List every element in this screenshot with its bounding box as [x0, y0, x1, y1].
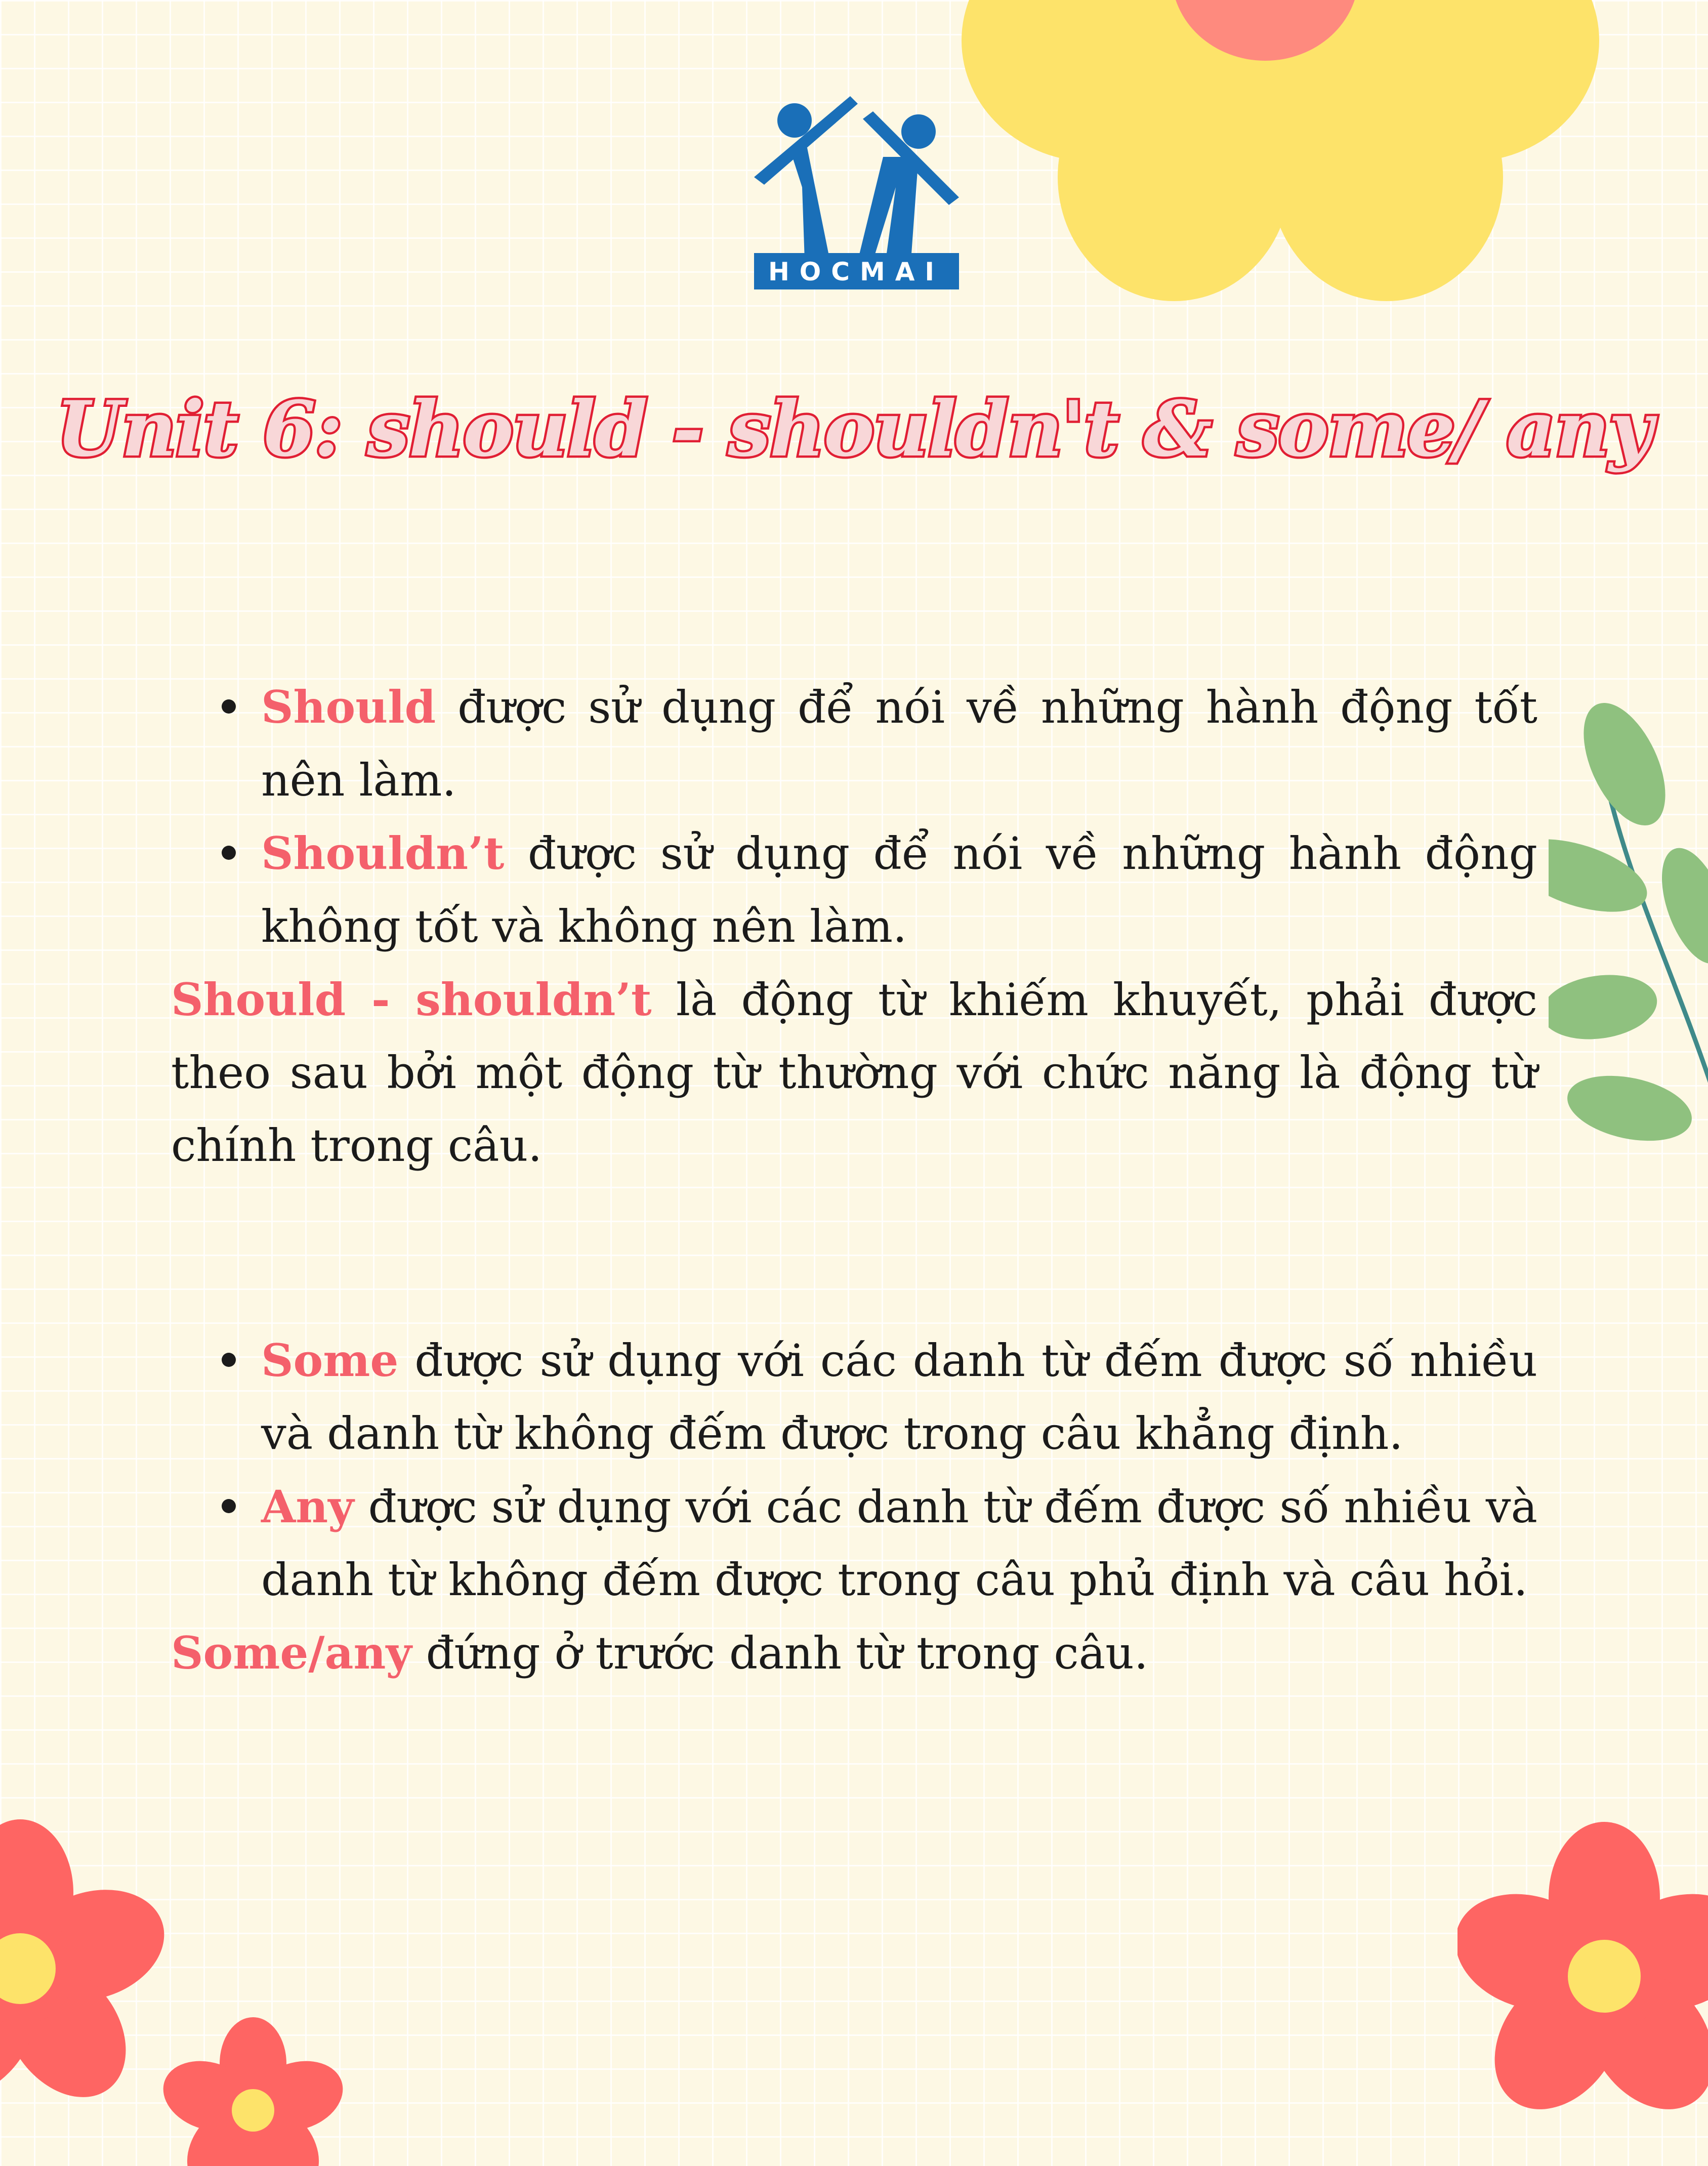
should-bullet-list — [171, 671, 1537, 963]
term: Shouldn’t — [261, 827, 505, 880]
some-any-bullet-list — [171, 1324, 1537, 1616]
small-red-flower-bottom — [162, 2014, 344, 2166]
term: Some/any — [171, 1627, 412, 1679]
term: Should - shouldn’t — [171, 973, 652, 1026]
section-note — [171, 963, 1537, 1182]
term: Should — [261, 681, 436, 733]
red-flower-bottom-left — [0, 1812, 182, 2126]
list-item — [171, 817, 1537, 963]
leaf-branch-decoration — [1549, 693, 1708, 1149]
some-any-section — [171, 1324, 1537, 1690]
page-title: Unit 6: should - shouldn't & some/ any — [56, 385, 1652, 474]
explanation: được sử dụng với các danh từ đếm được số nhiều và danh từ không đếm được trong câu khẳng định. — [261, 1335, 1537, 1460]
logo-mark — [744, 91, 967, 294]
term: Some — [261, 1334, 399, 1387]
logo-text: HOCMAI — [768, 257, 945, 286]
explanation: được sử dụng để nói về những hành động không tốt và không nên làm. — [261, 827, 1537, 952]
should-section — [171, 671, 1537, 1182]
list-item — [171, 671, 1537, 817]
red-flower-bottom-right — [1457, 1822, 1708, 2135]
explanation: đứng ở trước danh từ trong câu. — [411, 1627, 1148, 1679]
explanation: được sử dụng để nói về những hành động tốt nên làm. — [261, 681, 1537, 806]
list-item — [171, 1324, 1537, 1470]
hocmai-logo — [744, 91, 967, 294]
explanation: là động từ khiếm khuyết, phải được theo sau bởi một động từ thường với chức năng là động từ chính trong câu. — [171, 974, 1538, 1172]
yellow-flower-decoration — [931, 0, 1640, 364]
explanation: được sử dụng với các danh từ đếm được số nhiều và danh từ không đếm được trong câu phủ định và câu hỏi. — [261, 1481, 1537, 1606]
term: Any — [261, 1480, 354, 1533]
section-note — [171, 1616, 1537, 1690]
lesson-content — [171, 671, 1537, 1690]
list-item — [171, 1470, 1537, 1616]
